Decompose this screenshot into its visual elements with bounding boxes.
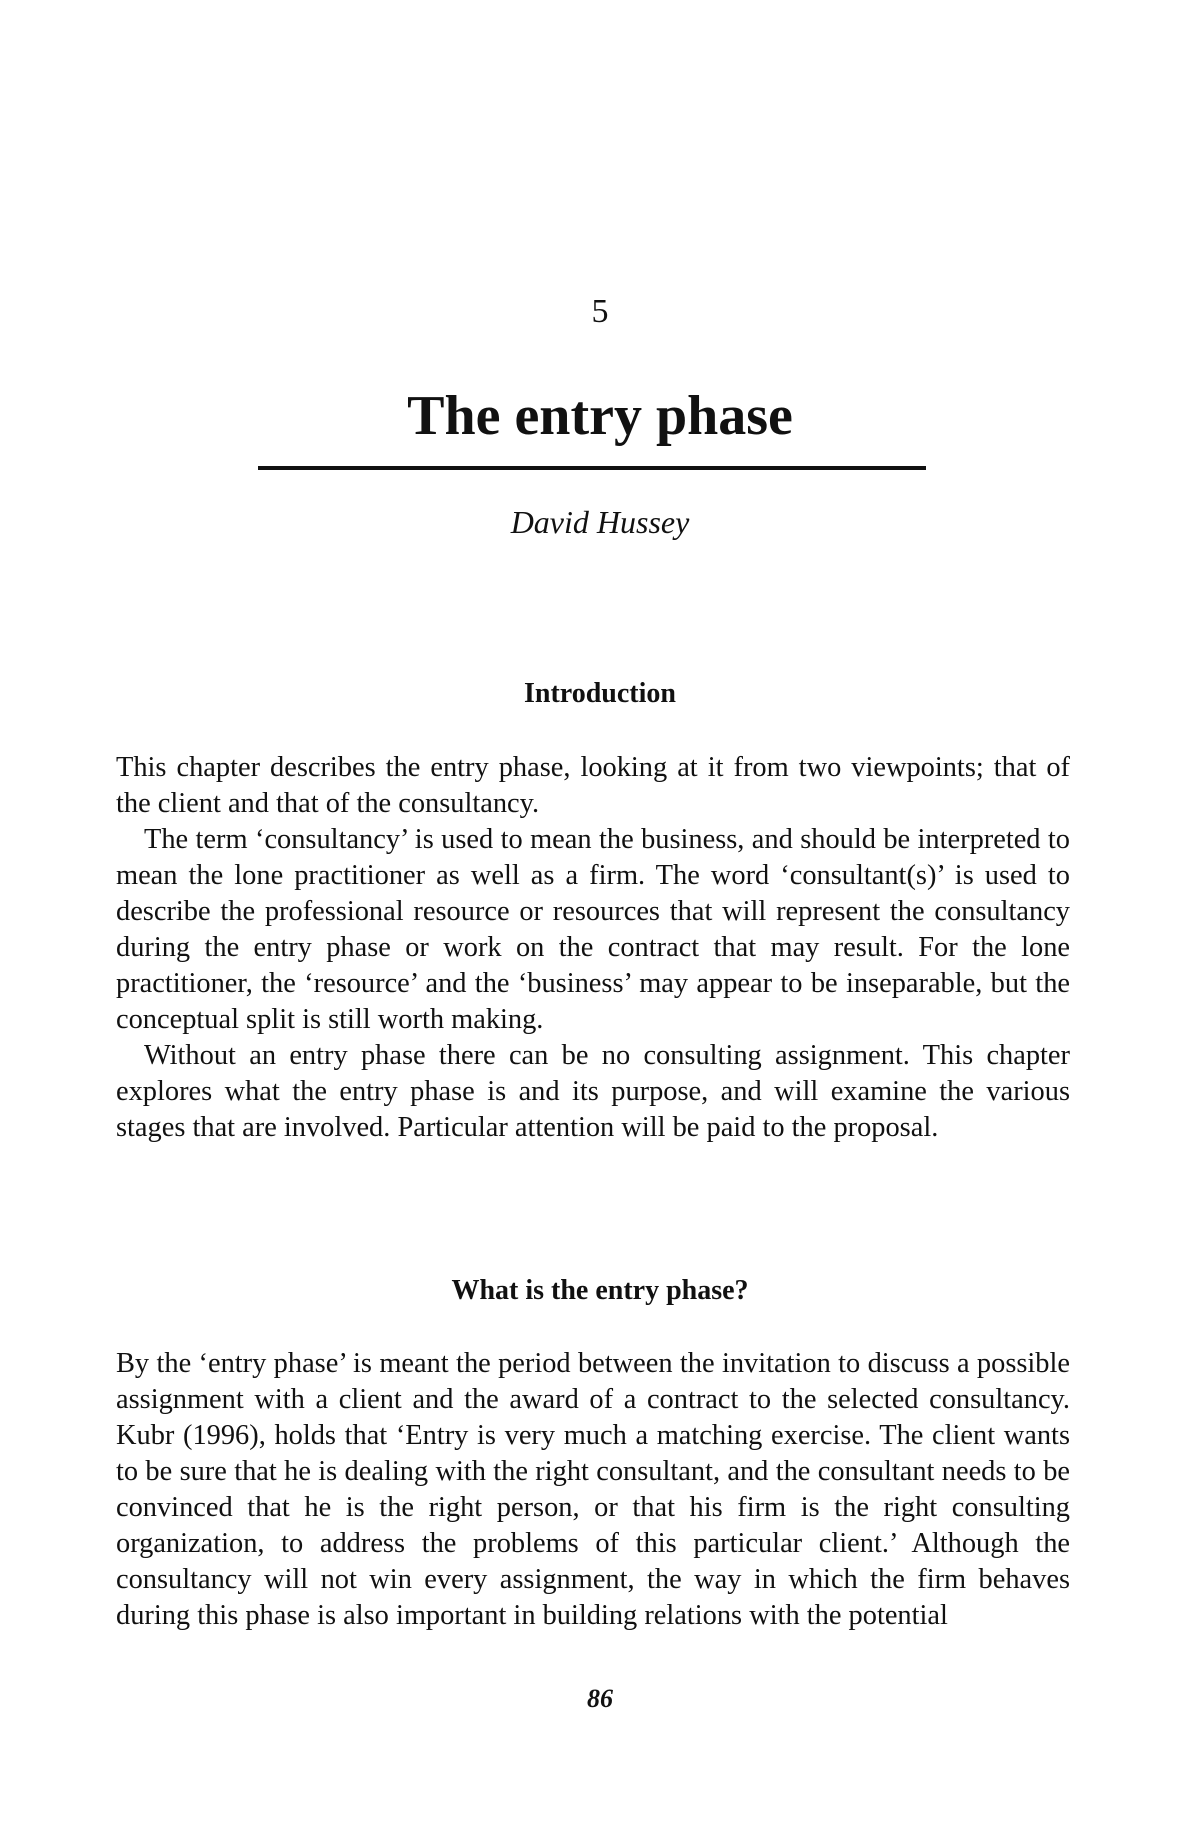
title-rule [258,466,926,470]
section-heading-introduction: Introduction [524,678,676,709]
paragraph: By the ‘entry phase’ is meant the period between the invitation to discuss a possible assignment with a client and the award of a contract to the selected consultancy. Kubr (1996), holds that ‘Entry is very much a matching exercise. The client wants to be sure that he is dealing with the right consultant, and the consultant needs to be convinced that he is the right person, or that his firm is the right consulting organization, to address the problems of this particular client.’ Although the consultancy will not win every assignment, the way in which the firm behaves during this phase is also important in building relations with the potential [116,1348,1070,1631]
what-is-body [116,1346,1070,1634]
paragraph: This chapter describes the entry phase, looking at it from two viewpoints; that of the client and that of the consultancy. [116,752,1070,819]
paragraph: Without an entry phase there can be no consulting assignment. This chapter explores what the entry phase is and its purpose, and will examine the various stages that are involved. Particular attention will be paid to the proposal. [116,1040,1070,1143]
page-number: 86 [587,1684,613,1713]
introduction-body [116,750,1070,1146]
chapter-author: David Hussey [510,504,690,540]
chapter-number: 5 [591,293,609,330]
chapter-title: The entry phase [407,385,793,447]
section-heading-what-is-entry-phase: What is the entry phase? [451,1275,749,1306]
paragraph: The term ‘consultancy’ is used to mean the business, and should be interpreted to mean the lone practitioner as well as a firm. The word ‘consultant(s)’ is used to describe the professional resource or resources that will represent the consultancy during the entry phase or work on the contract that may result. For the lone practitioner, the ‘resource’ and the ‘business’ may appear to be inseparable, but the conceptual split is still worth making. [116,824,1070,1035]
